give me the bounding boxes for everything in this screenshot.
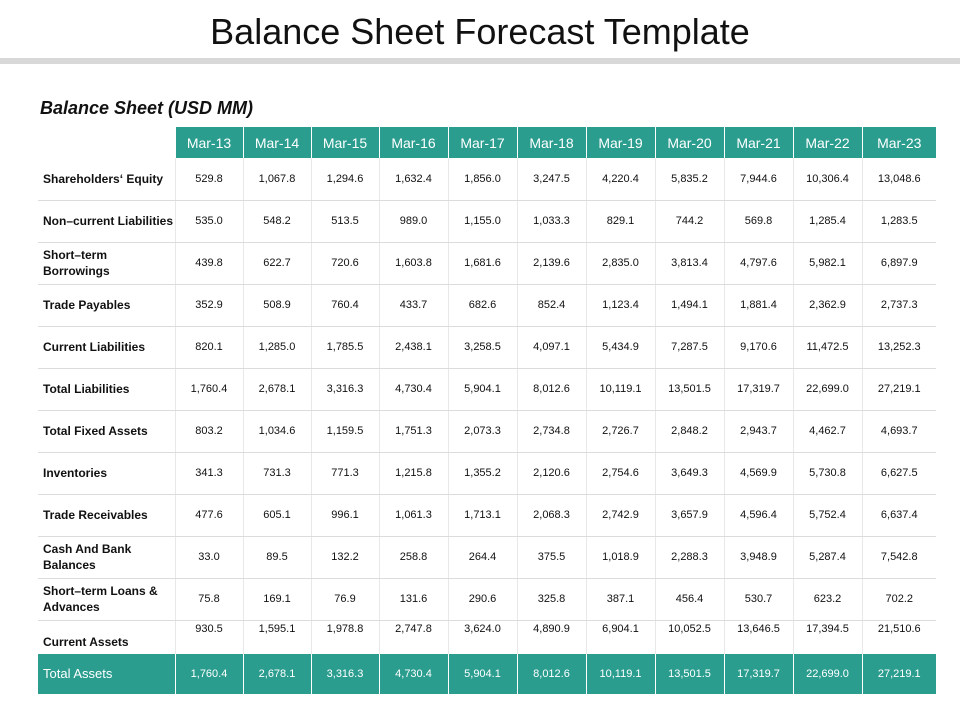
table-cell: 1,123.4 (586, 284, 655, 326)
table-cell: 1,681.6 (448, 242, 517, 284)
table-cell: 530.7 (724, 578, 793, 620)
table-cell: 2,438.1 (379, 326, 448, 368)
column-header: Mar-13 (175, 127, 243, 158)
table-row (38, 410, 936, 452)
table-cell: 2,734.8 (517, 410, 586, 452)
table-row (38, 452, 936, 494)
table-cell: 456.4 (655, 578, 724, 620)
table-cell: 744.2 (655, 200, 724, 242)
table-cell: 33.0 (175, 536, 243, 578)
table-cell: 7,287.5 (655, 326, 724, 368)
table-cell: 2,943.7 (724, 410, 793, 452)
table-cell: 2,737.3 (862, 284, 936, 326)
table-cell: 1,856.0 (448, 158, 517, 200)
page-title: Balance Sheet Forecast Template (210, 11, 750, 52)
table-row (38, 200, 936, 242)
table-cell: 7,944.6 (724, 158, 793, 200)
table-cell: 1,285.0 (243, 326, 311, 368)
table-cell: 2,139.6 (517, 242, 586, 284)
table-cell: 1,018.9 (586, 536, 655, 578)
table-row (38, 326, 936, 368)
table-cell: 10,119.1 (586, 654, 655, 694)
table-cell: 13,501.5 (655, 654, 724, 694)
table-cell: 7,542.8 (862, 536, 936, 578)
table-row (38, 536, 936, 578)
table-cell: 2,362.9 (793, 284, 862, 326)
table-cell: 3,316.3 (311, 368, 379, 410)
table-cell: 1,294.6 (311, 158, 379, 200)
table-cell: 2,068.3 (517, 494, 586, 536)
table-cell: 771.3 (311, 452, 379, 494)
table-cell: 760.4 (311, 284, 379, 326)
table-cell: 27,219.1 (862, 368, 936, 410)
table-cell: 1,155.0 (448, 200, 517, 242)
row-label: Trade Payables (38, 284, 175, 326)
table-cell: 3,649.3 (655, 452, 724, 494)
table-cell: 5,904.1 (448, 368, 517, 410)
table-cell: 1,285.4 (793, 200, 862, 242)
table-cell: 731.3 (243, 452, 311, 494)
table-cell: 17,394.5 (793, 620, 862, 654)
table-cell: 375.5 (517, 536, 586, 578)
column-header: Mar-18 (517, 127, 586, 158)
table-cell: 622.7 (243, 242, 311, 284)
table-cell: 89.5 (243, 536, 311, 578)
table-cell: 131.6 (379, 578, 448, 620)
table-cell: 1,215.8 (379, 452, 448, 494)
table-cell: 258.8 (379, 536, 448, 578)
table-cell: 5,434.9 (586, 326, 655, 368)
table-cell: 6,897.9 (862, 242, 936, 284)
table-cell: 930.5 (175, 620, 243, 654)
table-cell: 439.8 (175, 242, 243, 284)
table-cell: 2,120.6 (517, 452, 586, 494)
table-cell: 1,632.4 (379, 158, 448, 200)
table-cell: 22,699.0 (793, 368, 862, 410)
table-cell: 290.6 (448, 578, 517, 620)
table-cell: 1,033.3 (517, 200, 586, 242)
table-cell: 989.0 (379, 200, 448, 242)
table-cell: 548.2 (243, 200, 311, 242)
table-cell: 10,052.5 (655, 620, 724, 654)
table-cell: 27,219.1 (862, 654, 936, 694)
column-header: Mar-16 (379, 127, 448, 158)
row-label: Shareholders‘ Equity (38, 158, 175, 200)
table-cell: 6,904.1 (586, 620, 655, 654)
table-cell: 22,699.0 (793, 654, 862, 694)
table-cell: 17,319.7 (724, 654, 793, 694)
table-cell: 1,760.4 (175, 654, 243, 694)
table-cell: 5,835.2 (655, 158, 724, 200)
table-row (38, 494, 936, 536)
table-cell: 720.6 (311, 242, 379, 284)
table-cell: 996.1 (311, 494, 379, 536)
table-row (38, 242, 936, 284)
table-cell: 4,730.4 (379, 654, 448, 694)
table-cell: 387.1 (586, 578, 655, 620)
column-header: Mar-19 (586, 127, 655, 158)
table-cell: 623.2 (793, 578, 862, 620)
column-header: Mar-14 (243, 127, 311, 158)
table-cell: 5,730.8 (793, 452, 862, 494)
table-cell: 2,747.8 (379, 620, 448, 654)
table-cell: 1,595.1 (243, 620, 311, 654)
table-cell: 76.9 (311, 578, 379, 620)
row-label: Total Fixed Assets (38, 410, 175, 452)
table-cell: 2,288.3 (655, 536, 724, 578)
table-cell: 569.8 (724, 200, 793, 242)
table-cell: 1,034.6 (243, 410, 311, 452)
table-cell: 5,752.4 (793, 494, 862, 536)
table-cell: 11,472.5 (793, 326, 862, 368)
table-cell: 3,813.4 (655, 242, 724, 284)
table-cell: 2,678.1 (243, 368, 311, 410)
table-body (38, 158, 936, 694)
table-cell: 5,982.1 (793, 242, 862, 284)
table-cell: 4,730.4 (379, 368, 448, 410)
table-cell: 529.8 (175, 158, 243, 200)
table-cell: 4,596.4 (724, 494, 793, 536)
column-header: Mar-17 (448, 127, 517, 158)
table-cell: 1,494.1 (655, 284, 724, 326)
table-cell: 3,258.5 (448, 326, 517, 368)
table-cell: 4,097.1 (517, 326, 586, 368)
table-cell: 3,624.0 (448, 620, 517, 654)
table-cell: 6,627.5 (862, 452, 936, 494)
header-corner (38, 127, 175, 158)
row-label: Inventories (38, 452, 175, 494)
table-cell: 508.9 (243, 284, 311, 326)
table-cell: 13,048.6 (862, 158, 936, 200)
table-cell: 1,067.8 (243, 158, 311, 200)
table-caption: Balance Sheet (USD MM) (40, 98, 254, 118)
table-cell: 605.1 (243, 494, 311, 536)
row-label: Current Liabilities (38, 326, 175, 368)
table-cell: 75.8 (175, 578, 243, 620)
table-cell: 1,061.3 (379, 494, 448, 536)
column-header: Mar-22 (793, 127, 862, 158)
table-cell: 820.1 (175, 326, 243, 368)
table-cell: 2,678.1 (243, 654, 311, 694)
title-divider (0, 58, 960, 64)
table-row (38, 368, 936, 410)
row-label: Non–current Liabilities (38, 200, 175, 242)
table-cell: 829.1 (586, 200, 655, 242)
table-row (38, 284, 936, 326)
table-cell: 8,012.6 (517, 368, 586, 410)
table-cell: 2,742.9 (586, 494, 655, 536)
table-cell: 21,510.6 (862, 620, 936, 654)
table-cell: 3,948.9 (724, 536, 793, 578)
table-cell: 1,881.4 (724, 284, 793, 326)
table-cell: 2,835.0 (586, 242, 655, 284)
column-header: Mar-21 (724, 127, 793, 158)
table-cell: 4,693.7 (862, 410, 936, 452)
header-row (38, 127, 936, 158)
row-label: Total Assets (38, 654, 175, 694)
table-cell: 325.8 (517, 578, 586, 620)
table-row (38, 620, 936, 654)
table-cell: 5,287.4 (793, 536, 862, 578)
table-cell: 3,657.9 (655, 494, 724, 536)
table-row (38, 578, 936, 620)
table-cell: 4,797.6 (724, 242, 793, 284)
table-cell: 4,569.9 (724, 452, 793, 494)
table-cell: 352.9 (175, 284, 243, 326)
table-cell: 702.2 (862, 578, 936, 620)
table-cell: 1,760.4 (175, 368, 243, 410)
table-cell: 132.2 (311, 536, 379, 578)
table-cell: 2,754.6 (586, 452, 655, 494)
table-cell: 17,319.7 (724, 368, 793, 410)
row-label: Short–term Loans & Advances (38, 578, 175, 620)
table-cell: 2,726.7 (586, 410, 655, 452)
table-cell: 535.0 (175, 200, 243, 242)
table-cell: 4,462.7 (793, 410, 862, 452)
table-cell: 1,603.8 (379, 242, 448, 284)
table-cell: 2,848.2 (655, 410, 724, 452)
table-cell: 13,501.5 (655, 368, 724, 410)
table-cell: 13,252.3 (862, 326, 936, 368)
table-cell: 513.5 (311, 200, 379, 242)
column-header: Mar-15 (311, 127, 379, 158)
table-cell: 1,713.1 (448, 494, 517, 536)
table-cell: 3,247.5 (517, 158, 586, 200)
row-label: Cash And Bank Balances (38, 536, 175, 578)
row-label: Total Liabilities (38, 368, 175, 410)
table-cell: 3,316.3 (311, 654, 379, 694)
table-cell: 6,637.4 (862, 494, 936, 536)
table-cell: 169.1 (243, 578, 311, 620)
balance-sheet-table (38, 127, 936, 694)
row-label: Current Assets (43, 635, 129, 649)
table-cell: 264.4 (448, 536, 517, 578)
table-cell: 13,646.5 (724, 620, 793, 654)
table-cell: 803.2 (175, 410, 243, 452)
table-cell: 8,012.6 (517, 654, 586, 694)
table-cell: 852.4 (517, 284, 586, 326)
row-label: Short–term Borrowings (38, 242, 175, 284)
table-cell: 10,119.1 (586, 368, 655, 410)
table-row (38, 654, 936, 694)
table-cell: 433.7 (379, 284, 448, 326)
table-cell: 4,890.9 (517, 620, 586, 654)
table-cell: 2,073.3 (448, 410, 517, 452)
table-cell: 477.6 (175, 494, 243, 536)
table-cell: 1,159.5 (311, 410, 379, 452)
table-cell: 341.3 (175, 452, 243, 494)
table-cell: 4,220.4 (586, 158, 655, 200)
table-cell: 682.6 (448, 284, 517, 326)
column-header: Mar-20 (655, 127, 724, 158)
column-header: Mar-23 (862, 127, 936, 158)
table-cell: 1,751.3 (379, 410, 448, 452)
row-label: Trade Receivables (38, 494, 175, 536)
table-cell: 9,170.6 (724, 326, 793, 368)
table-cell: 10,306.4 (793, 158, 862, 200)
table-cell: 1,283.5 (862, 200, 936, 242)
table-row (38, 158, 936, 200)
table-cell: 1,978.8 (311, 620, 379, 654)
table-cell: 1,785.5 (311, 326, 379, 368)
table-cell: 1,355.2 (448, 452, 517, 494)
table-cell: 5,904.1 (448, 654, 517, 694)
